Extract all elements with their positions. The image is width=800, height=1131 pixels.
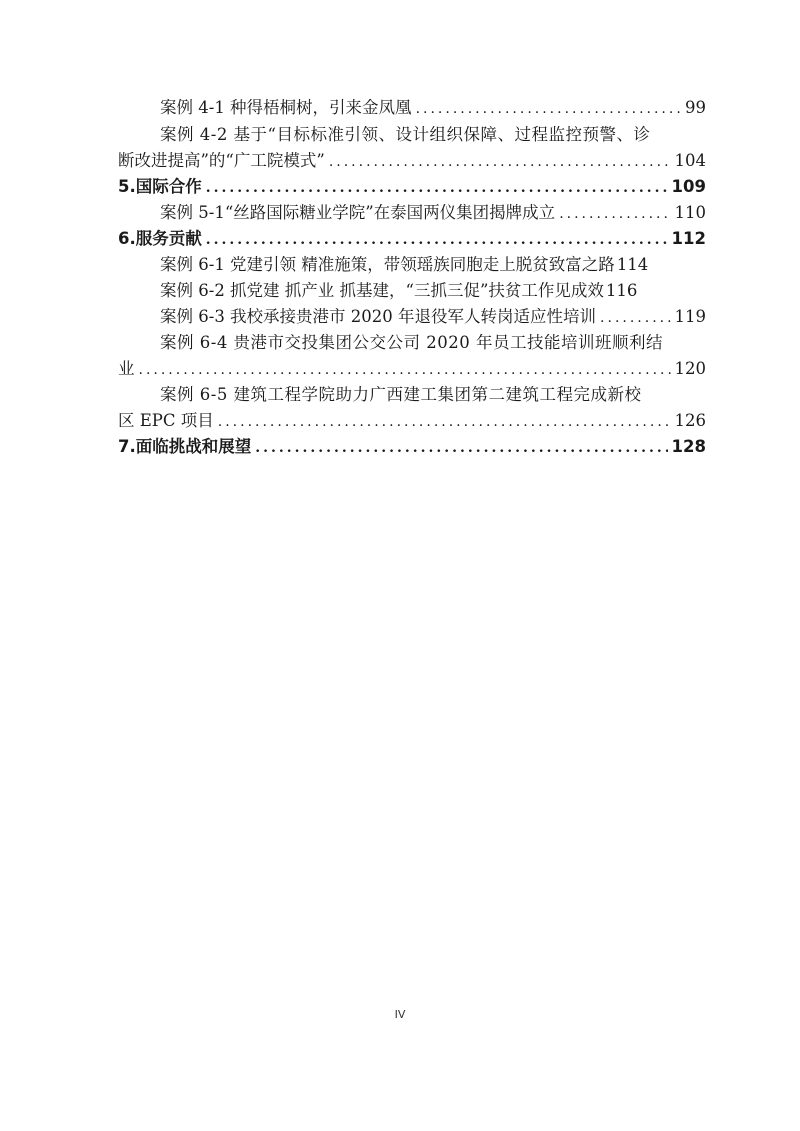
- toc-page-number: 104: [674, 151, 706, 170]
- toc-page-number: 128: [671, 437, 706, 456]
- toc-entry-title: 业: [118, 359, 135, 378]
- toc-entry-case-6-4[interactable]: [118, 356, 706, 382]
- toc-entry-title: 断改进提高”的“广工院模式”: [118, 151, 325, 170]
- dot-leader: [559, 201, 670, 226]
- toc-entry-case-5-1[interactable]: [160, 200, 706, 226]
- dot-leader: [139, 357, 671, 382]
- toc-page-number: 112: [671, 229, 706, 248]
- dot-leader: [329, 149, 671, 174]
- toc-section-6[interactable]: [118, 226, 706, 252]
- toc-entry-case-4-2-line1[interactable]: 案例 4-2 基于“目标标准引领、设计组织保障、过程监控预警、诊: [160, 125, 651, 144]
- toc-page-number: 119: [674, 307, 706, 326]
- toc-entry-title: 案例 6-3 我校承接贵港市 2020 年退役军人转岗适应性培训: [160, 307, 597, 326]
- dot-leader: [206, 227, 668, 252]
- toc-entry-title: 案例 6-1 党建引领 精准施策，带领瑶族同胞走上脱贫致富之路: [160, 255, 615, 274]
- toc-page-number: 110: [674, 203, 706, 222]
- dot-leader: [600, 305, 670, 330]
- toc-entry-case-6-5[interactable]: [118, 408, 706, 434]
- toc-entry-title: 案例 4-1 种得梧桐树，引来金凤凰: [160, 98, 412, 117]
- toc-page-number: 116: [605, 281, 638, 300]
- toc-entry-title: 案例 5-1“丝路国际糖业学院”在泰国两仪集团揭牌成立: [160, 203, 556, 222]
- toc-page-number: 109: [671, 177, 706, 196]
- toc-entry-title: 区 EPC 项目: [118, 411, 214, 430]
- page-footer-number: IV: [394, 1008, 406, 1021]
- toc-page-number: 126: [674, 411, 706, 430]
- dot-leader: [255, 435, 667, 460]
- toc-entry-case-6-3[interactable]: [160, 304, 706, 330]
- toc-entry-case-6-5-line1[interactable]: 案例 6-5 建筑工程学院助力广西建工集团第二建筑工程完成新校: [160, 385, 642, 404]
- toc-page-number: 120: [674, 359, 706, 378]
- toc-page-number: 99: [685, 98, 706, 117]
- toc-section-title: 5.国际合作: [118, 177, 202, 196]
- dot-leader: [218, 409, 671, 434]
- toc-section-7[interactable]: [118, 434, 706, 460]
- toc-section-title: 7.面临挑战和展望: [118, 437, 252, 456]
- toc-entry-title: 案例 6-2 抓党建 抓产业 抓基建，“三抓三促”扶贫工作见成效: [160, 281, 604, 300]
- toc-entry-case-6-2[interactable]: [160, 278, 706, 304]
- toc-page-number: 114: [616, 255, 649, 274]
- dot-leader: [416, 96, 681, 121]
- toc-entry-case-6-4-line1[interactable]: 案例 6-4 贵港市交投集团公交公司 2020 年员工技能培训班顺利结: [160, 333, 664, 352]
- toc-entry-case-4-1[interactable]: [160, 95, 706, 121]
- dot-leader: [206, 175, 668, 200]
- toc-section-5[interactable]: [118, 174, 706, 200]
- toc-section-title: 6.服务贡献: [118, 229, 202, 248]
- toc-entry-case-4-2[interactable]: [118, 148, 706, 174]
- toc-entry-case-6-1[interactable]: [160, 252, 706, 278]
